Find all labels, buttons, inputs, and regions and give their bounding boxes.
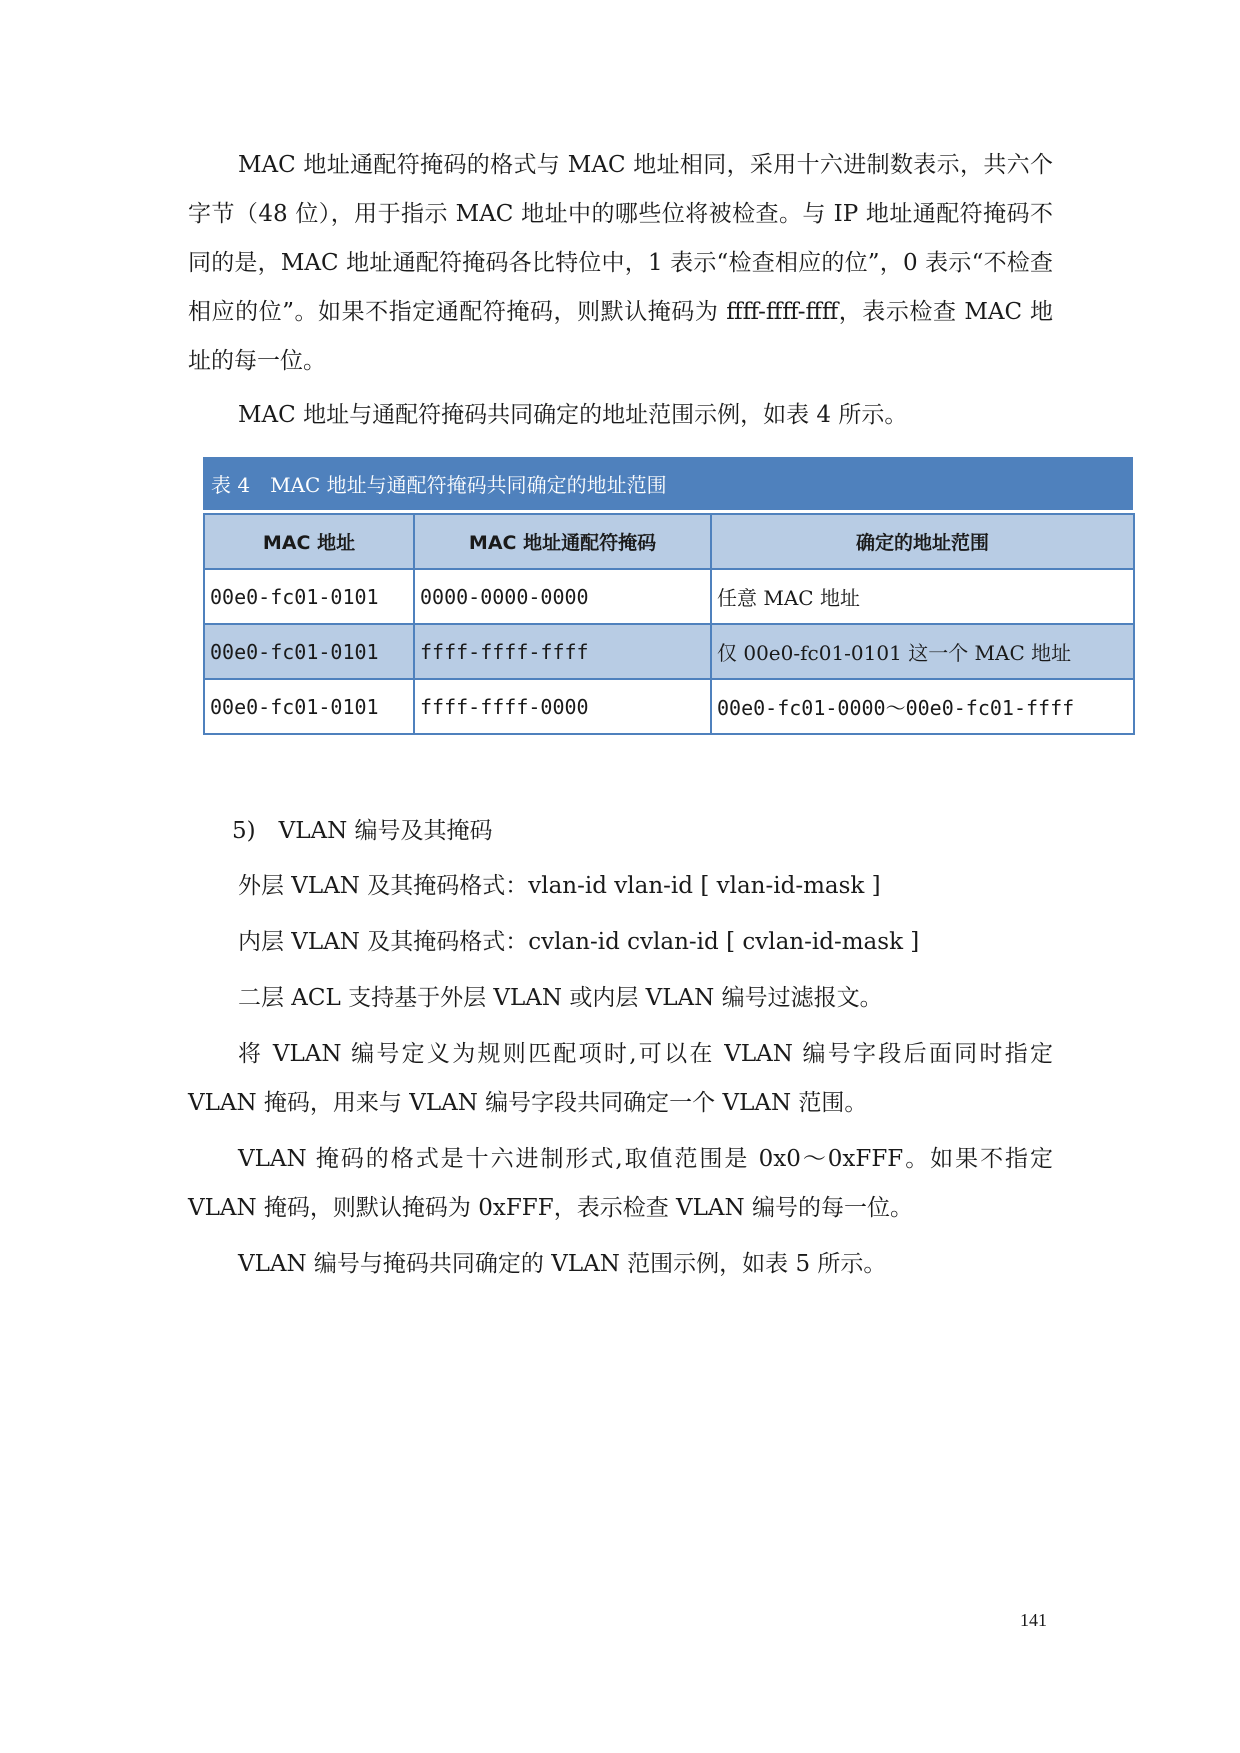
cell-mask: 0000-0000-0000 (414, 569, 711, 624)
outer-vlan-format: 外层 VLAN 及其掩码格式：vlan-id vlan-id [ vlan-id-mask ] (238, 873, 881, 899)
paragraph-mac-wildcard-mask: MAC 地址通配符掩码的格式与 MAC 地址相同，采用十六进制数表示，共六个字节（48 位），用于指示 MAC 地址中的哪些位将被检查。与 IP 地址通配符掩码不同的是，MAC 地址通配符掩码各比特位中，1 表示“检查相应的位”，0 表示“不检查相应的位”。如果不指定通配符掩码，则默认掩码为 ffff-ffff-ffff，表示检查 MAC 地址的每一位。 (188, 152, 1053, 374)
header-address-range: 确定的地址范围 (711, 514, 1134, 569)
table-4 (203, 457, 1133, 735)
table-row (204, 569, 1134, 624)
cell-mask: ffff-ffff-ffff (414, 624, 711, 679)
page-number: 141 (1020, 1610, 1047, 1630)
cell-range: 仅 00e0-fc01-0101 这一个 MAC 地址 (711, 624, 1134, 679)
section-heading: 5) VLAN 编号及其掩码 (232, 818, 493, 844)
cell-range: 任意 MAC 地址 (711, 569, 1134, 624)
inner-vlan-format: 内层 VLAN 及其掩码格式：cvlan-id cvlan-id [ cvlan-id-mask ] (238, 929, 920, 955)
paragraph-vlan-mask-format: VLAN 掩码的格式是十六进制形式,取值范围是 0x0～0xFFF。如果不指定 VLAN 掩码，则默认掩码为 0xFFF，表示检查 VLAN 编号的每一位。 (188, 1146, 1053, 1221)
table-caption: 表 4 MAC 地址与通配符掩码共同确定的地址范围 (203, 457, 1133, 513)
header-mac-address: MAC 地址 (204, 514, 414, 569)
paragraph-table5-intro: VLAN 编号与掩码共同确定的 VLAN 范围示例，如表 5 所示。 (238, 1251, 887, 1277)
table-row (204, 679, 1134, 734)
paragraph-table4-intro: MAC 地址与通配符掩码共同确定的地址范围示例，如表 4 所示。 (238, 402, 908, 428)
cell-range: 00e0-fc01-0000～00e0-fc01-ffff (711, 679, 1134, 734)
table-row (204, 624, 1134, 679)
cell-mask: ffff-ffff-0000 (414, 679, 711, 734)
table-header-row (204, 514, 1134, 569)
cell-mac: 00e0-fc01-0101 (204, 679, 414, 734)
header-wildcard-mask: MAC 地址通配符掩码 (414, 514, 711, 569)
cell-mac: 00e0-fc01-0101 (204, 624, 414, 679)
acl-support-text: 二层 ACL 支持基于外层 VLAN 或内层 VLAN 编号过滤报文。 (238, 985, 883, 1011)
paragraph-vlan-mask-definition: 将 VLAN 编号定义为规则匹配项时,可以在 VLAN 编号字段后面同时指定 VLAN 掩码，用来与 VLAN 编号字段共同确定一个 VLAN 范围。 (188, 1041, 1053, 1116)
mac-range-table (203, 513, 1135, 735)
cell-mac: 00e0-fc01-0101 (204, 569, 414, 624)
